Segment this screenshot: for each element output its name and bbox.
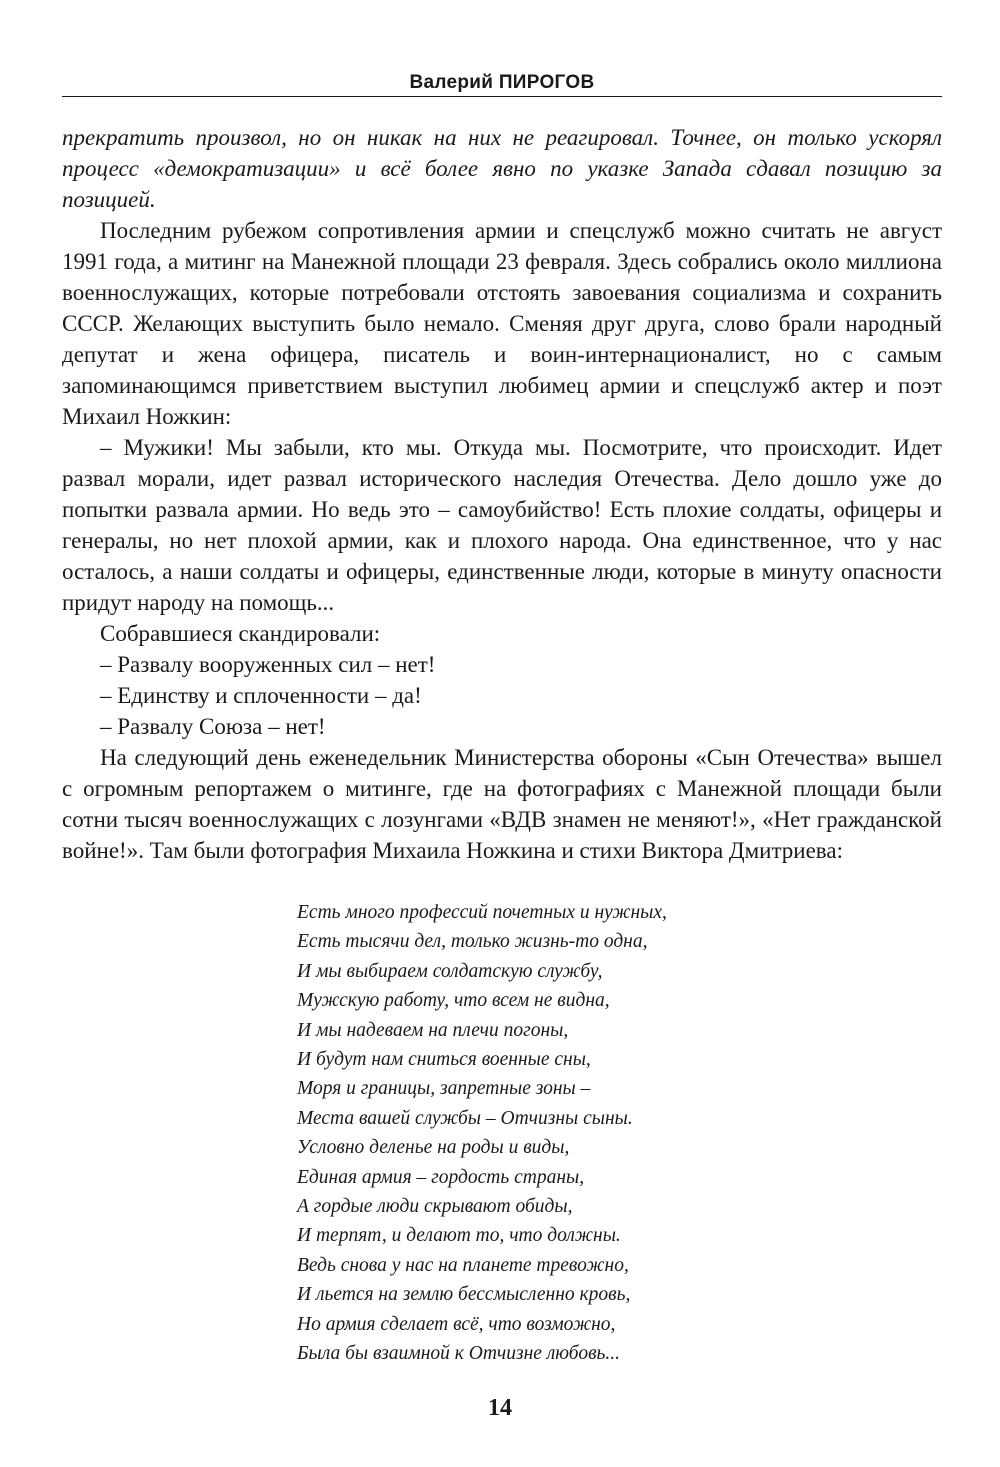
poem-line: Ведь снова у нас на планете тревожно, — [297, 1254, 629, 1276]
poem-line: Моря и границы, запретные зоны – — [297, 1078, 591, 1100]
paragraph: Последним рубежом сопротивления армии и спецслужб можно считать не август 1991 года, а митинг на Манежной площади 23 февраля. Здесь собрались около миллиона военнослужащих, которые потребовали отстоять завоевания социализма и сохранить СССР. Желающих выступить было немало. Сменяя друг друга, слово брали народный депутат и жена офицера, писатель и воин-интернационалист, но с самым запоминающимся приветствием выступил любимец армии и спецслужб актер и поэт Михаил Ножкин: — [62, 218, 942, 429]
poem-line: И мы выбираем солдатскую службу, — [297, 960, 603, 982]
paragraph-speech: – Мужики! Мы забыли, кто мы. Откуда мы. Посмотрите, что происходит. Идет развал морали, идет развал исторического наследия Отечества. Дело дошло уже до попытки развала армии. Но ведь это – самоубийство! Есть плохие солдаты, офицеры и генералы, но нет плохой армии, как и плохого народа. Она единственное, что у нас осталось, а наши солдаты и офицеры, единственные люди, которые в минуту опасности придут народу на помощь... — [62, 435, 942, 615]
poem-line: И мы надеваем на плечи погоны, — [297, 1019, 569, 1041]
running-header: Валерий ПИРОГОВ — [62, 72, 942, 97]
poem-line: И льется на землю бессмысленно кровь, — [297, 1284, 631, 1306]
poem-line: Места вашей службы – Отчизны сыны. — [297, 1107, 633, 1129]
poem — [297, 898, 817, 1369]
poem-line: А гордые люди скрывают обиды, — [297, 1196, 573, 1218]
body-text — [62, 122, 942, 866]
page-number: 14 — [488, 1395, 512, 1421]
chant-line: – Развалу Союза – нет! — [100, 714, 326, 739]
poem-line: Единая армия – гордость страны, — [297, 1166, 585, 1188]
paragraph: Собравшиеся скандировали: — [100, 621, 381, 646]
poem-line: Условно деленье на роды и виды, — [297, 1137, 570, 1159]
poem-line: Была бы взаимной к Отчизне любовь... — [297, 1343, 621, 1365]
poem-line: Есть много профессий почетных и нужных, — [297, 902, 667, 923]
poem-line: И терпят, и делают то, что должны. — [297, 1225, 621, 1247]
poem-line: Есть тысячи дел, только жизнь-то одна, — [297, 931, 648, 953]
paragraph-continuation: прекратить произвол, но он никак на них не реагировал. Точнее, он только ускорял процесс «демократизации» и всё более явно по указке Запада сдавал позицию за позицией. — [62, 125, 942, 212]
poem-line: Но армия сделает всё, что возможно, — [297, 1313, 616, 1335]
poem-line: Мужскую работу, что всем не видна, — [297, 990, 610, 1012]
poem-line: И будут нам сниться военные сны, — [297, 1049, 591, 1071]
chant-line: – Развалу вооруженных сил – нет! — [100, 652, 436, 677]
chant-line: – Единству и сплоченности – да! — [100, 683, 422, 708]
paragraph: На следующий день еженедельник Министерства обороны «Сын Отечества» вышел с огромным репортажем о митинге, где на фотографиях с Манежной площади были сотни тысяч военнослужащих с лозунгами «ВДВ знамен не меняют!», «Нет гражданской войне!». Там были фотография Михаила Ножкина и стихи Виктора Дмитриева: — [62, 745, 942, 863]
